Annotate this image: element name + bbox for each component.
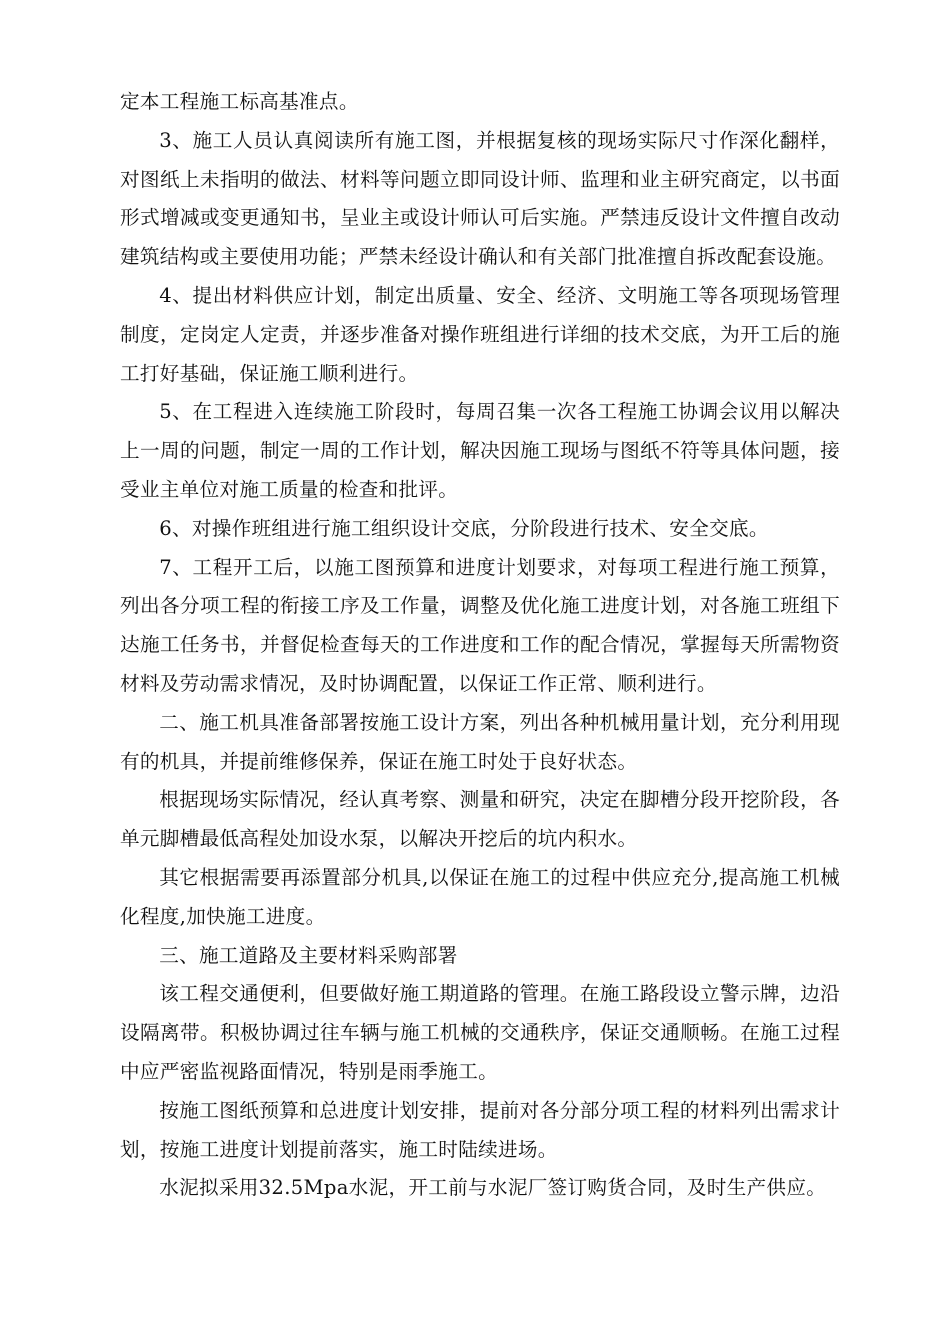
paragraph-additional-equipment: 其它根据需要再添置部分机具,以保证在施工的过程中供应充分,提高施工机械化程度,加快施工进度。 (120, 865, 840, 928)
section-three-heading: 三、施工道路及主要材料采购部署 (159, 943, 458, 967)
paragraph-item-6: 6、对操作班组进行施工组织设计交底，分阶段进行技术、安全交底。 (159, 516, 769, 540)
section-two-heading-paragraph: 二、施工机具准备部署按施工设计方案，列出各种机械用量计划，充分利用现有的机具，并提前维修保养，保证在施工时处于良好状态。 (120, 710, 840, 773)
paragraph-item-3: 3、施工人员认真阅读所有施工图，并根据复核的现场实际尺寸作深化翻样，对图纸上未指明的做法、材料等问题立即同设计师、监理和业主研究商定，以书面形式增减或变更通知书，呈业主或设计师认可后实施。严禁违反设计文件擅自改动建筑结构或主要使用功能；严禁未经设计确认和有关部门批准擅自拆改配套设施。 (120, 128, 840, 269)
paragraph-traffic: 该工程交通便利，但要做好施工期道路的管理。在施工路段设立警示牌，边沿设隔离带。积极协调过往车辆与施工机械的交通秩序，保证交通顺畅。在施工过程中应严密监视路面情况，特别是雨季施工。 (120, 982, 840, 1083)
paragraph-cement: 水泥拟采用32.5Mpa水泥，开工前与水泥厂签订购货合同，及时生产供应。 (159, 1176, 827, 1200)
paragraph-item-7: 7、工程开工后，以施工图预算和进度计划要求，对每项工程进行施工预算，列出各分项工程的衔接工序及工作量，调整及优化施工进度计划，对各施工班组下达施工任务书，并督促检查每天的工作进度和工作的配合情况，掌握每天所需物资材料及劳动需求情况，及时协调配置，以保证工作正常、顺利进行。 (120, 555, 840, 695)
paragraph-material-plan: 按施工图纸预算和总进度计划安排，提前对各分部分项工程的材料列出需求计划，按施工进度计划提前落实，施工时陆续进场。 (120, 1098, 840, 1161)
document-body (120, 83, 840, 1208)
paragraph-item-4: 4、提出材料供应计划，制定出质量、安全、经济、文明施工等各项现场管理制度，定岗定人定责，并逐步准备对操作班组进行详细的技术交底，为开工后的施工打好基础，保证施工顺利进行。 (120, 283, 840, 385)
paragraph-continuation: 定本工程施工标高基准点。 (120, 90, 359, 113)
paragraph-item-5: 5、在工程进入连续施工阶段时，每周召集一次各工程施工协调会议用以解决上一周的问题，制定一周的工作计划，解决因施工现场与图纸不符等具体问题，接受业主单位对施工质量的检查和批评。 (120, 400, 840, 501)
paragraph-site-conditions: 根据现场实际情况，经认真考察、测量和研究，决定在脚槽分段开挖阶段，各单元脚槽最低高程处加设水泵，以解决开挖后的坑内积水。 (120, 788, 840, 851)
